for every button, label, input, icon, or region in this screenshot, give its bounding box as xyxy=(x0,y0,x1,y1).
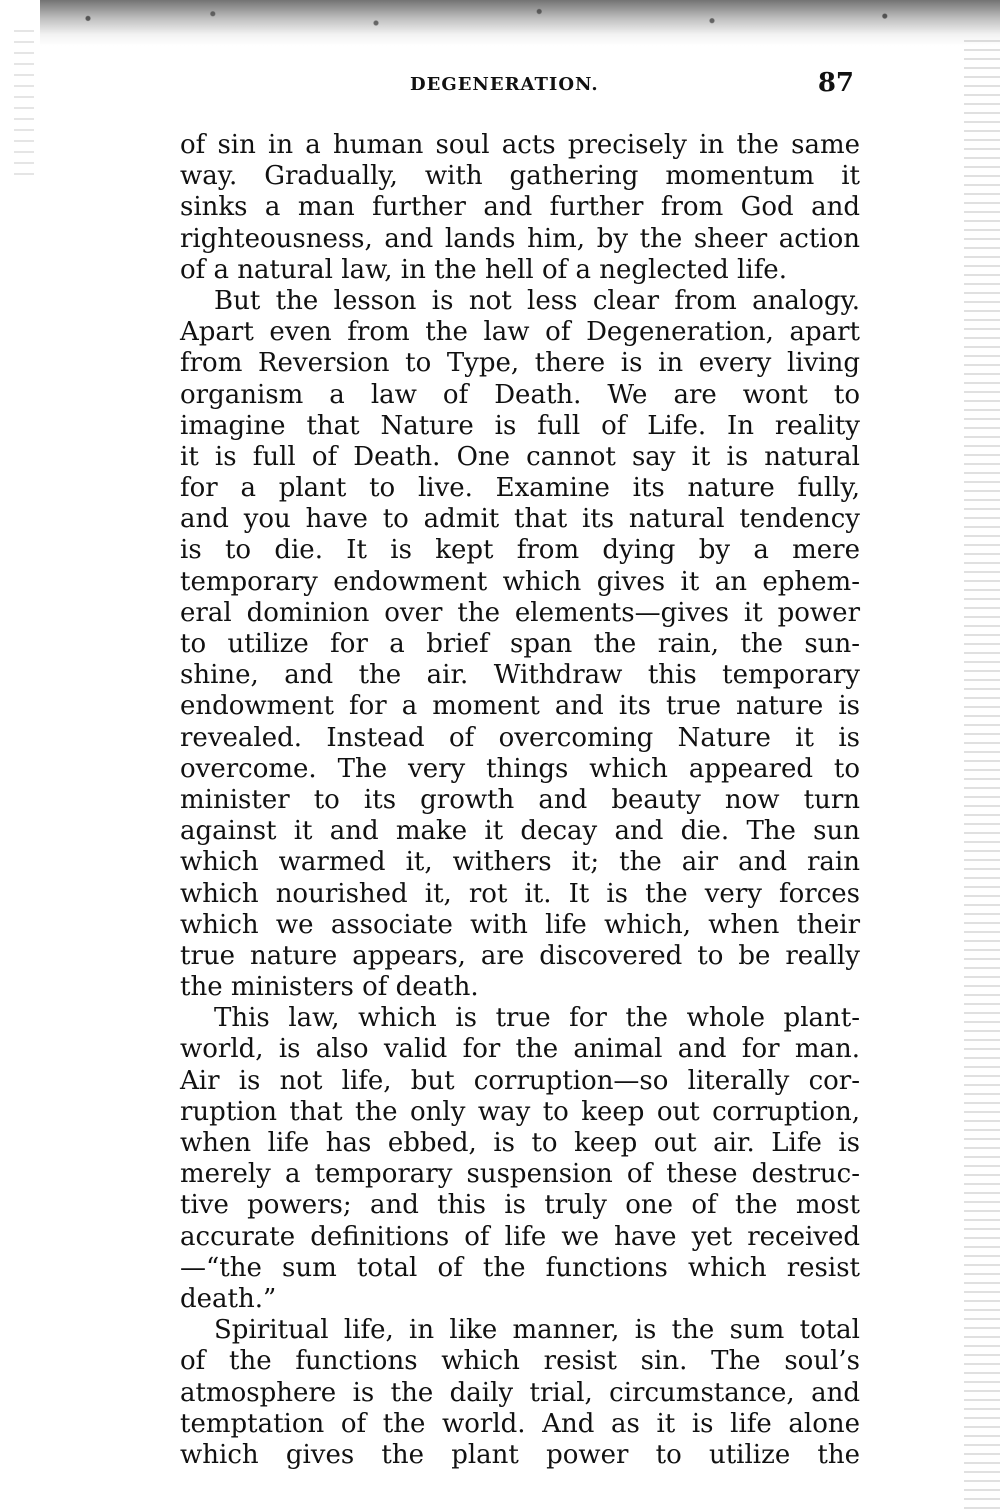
text-line: shine, and the air. Withdraw this temporary xyxy=(180,660,860,691)
scan-edge-top xyxy=(40,0,1000,46)
text-line: —“the sum total of the functions which resist xyxy=(180,1252,860,1283)
page-number: 87 xyxy=(817,68,854,98)
text-line: is to die. It is kept from dying by a mere xyxy=(180,535,860,566)
text-line: righteousness, and lands him, by the sheer action xyxy=(180,223,860,254)
text-line: it is full of Death. One cannot say it is natural xyxy=(180,441,860,472)
text-line: of a natural law, in the hell of a neglected life. xyxy=(180,254,787,285)
text-line: which warmed it, withers it; the air and rain xyxy=(180,847,860,878)
text-line: overcome. The very things which appeared to xyxy=(180,753,860,784)
text-line: imagine that Nature is full of Life. In reality xyxy=(180,410,860,441)
text-line: Apart even from the law of Degeneration, apart xyxy=(180,317,860,348)
text-line: This law, which is true for the whole plant- xyxy=(214,1003,860,1034)
text-line: ruption that the only way to keep out corruption, xyxy=(180,1096,860,1127)
text-line: true nature appears, are discovered to be really xyxy=(180,940,860,971)
text-line: which nourished it, rot it. It is the very forces xyxy=(180,878,860,909)
text-line: of the functions which resist sin. The soul’s xyxy=(180,1346,860,1377)
text-line: But the lesson is not less clear from analogy. xyxy=(214,285,860,316)
text-line: the ministers of death. xyxy=(180,972,479,1003)
text-line: merely a temporary suspension of these destruc- xyxy=(180,1159,860,1190)
text-line: for a plant to live. Examine its nature fully, xyxy=(180,473,860,504)
page-header xyxy=(180,68,860,106)
text-line: against it and make it decay and die. The sun xyxy=(180,816,860,847)
text-line: revealed. Instead of overcoming Nature it is xyxy=(180,722,860,753)
text-line: which gives the plant power to utilize the xyxy=(180,1439,860,1470)
scan-edge-left xyxy=(14,30,34,180)
body-text xyxy=(180,130,860,1471)
text-line: endowment for a moment and its true nature is xyxy=(180,691,860,722)
text-line: sinks a man further and further from God and xyxy=(180,192,860,223)
text-line: eral dominion over the elements—gives it power xyxy=(180,597,860,628)
text-line: temporary endowment which gives it an ephem- xyxy=(180,566,860,597)
text-line: death.” xyxy=(180,1283,277,1314)
text-line: when life has ebbed, is to keep out air. Life is xyxy=(180,1128,860,1158)
text-line: temptation of the world. And as it is life alone xyxy=(180,1408,860,1439)
text-line: tive powers; and this is truly one of the most xyxy=(180,1190,860,1221)
text-line: world, is also valid for the animal and for man. xyxy=(180,1034,860,1065)
text-line: Air is not life, but corruption—so literally cor- xyxy=(180,1065,860,1096)
text-line: from Reversion to Type, there is in every living xyxy=(180,348,860,379)
text-line: atmosphere is the daily trial, circumstance, and xyxy=(180,1377,860,1408)
scan-edge-right xyxy=(964,40,1000,1509)
text-line: minister to its growth and beauty now turn xyxy=(180,784,860,815)
text-line: of sin in a human soul acts precisely in the same xyxy=(180,130,860,160)
text-line: accurate definitions of life we have yet received xyxy=(180,1221,860,1252)
text-line: Spiritual life, in like manner, is the sum total xyxy=(214,1315,860,1346)
text-line: which we associate with life which, when their xyxy=(180,909,860,940)
text-line: way. Gradually, with gathering momentum it xyxy=(180,161,860,192)
running-title: DEGENERATION. xyxy=(410,74,599,95)
text-line: organism a law of Death. We are wont to xyxy=(180,379,860,410)
text-line: to utilize for a brief span the rain, the sun- xyxy=(180,629,860,659)
text-line: and you have to admit that its natural tendency xyxy=(180,504,860,535)
